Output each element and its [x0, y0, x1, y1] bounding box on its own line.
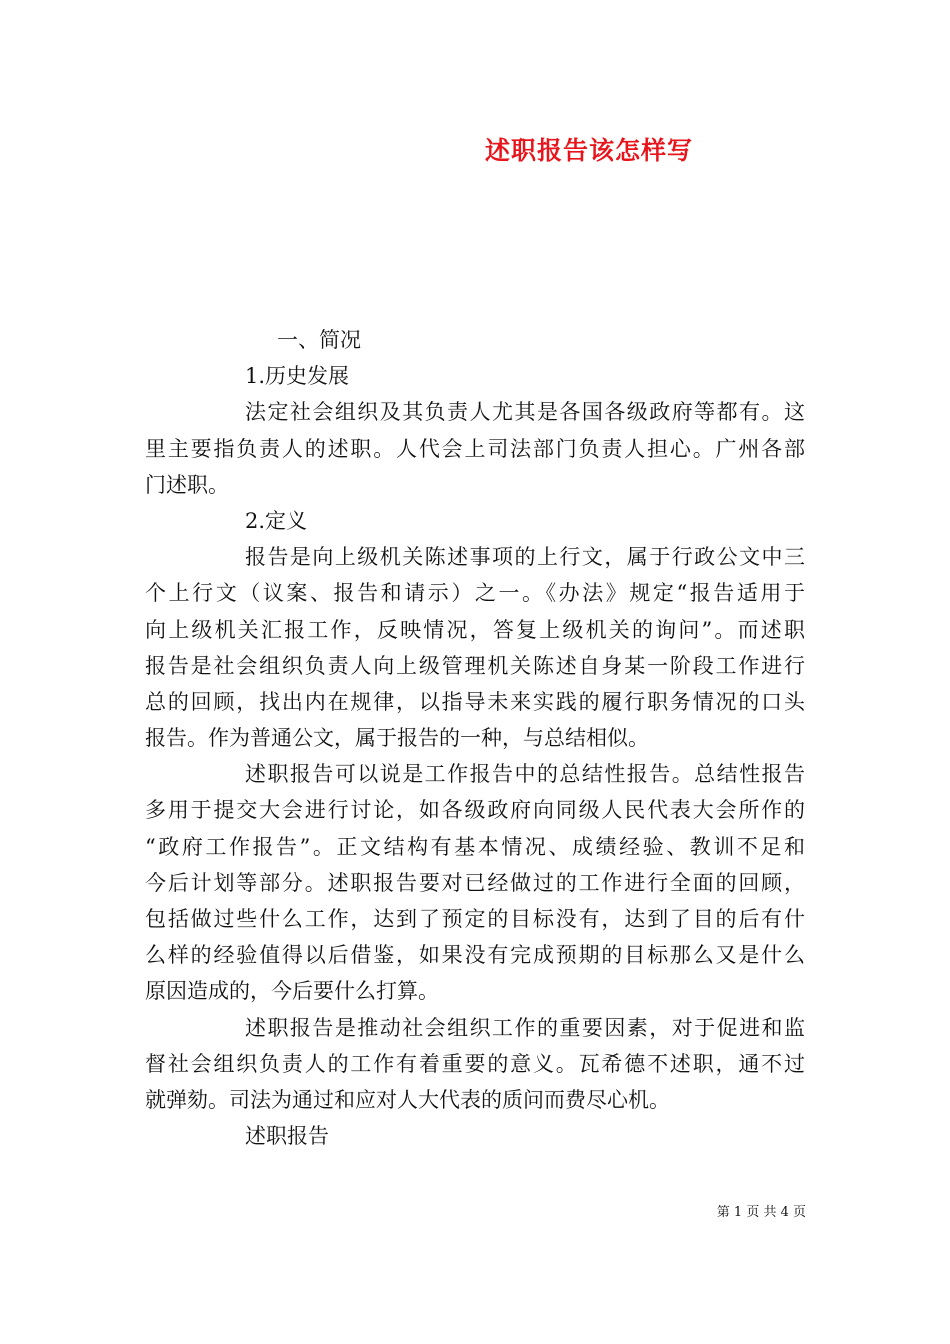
paragraph-line: 多用于提交大会进行讨论，如各级政府向同级人民代表大会所作的: [145, 798, 805, 823]
paragraph-line: 门述职。: [145, 472, 229, 497]
section-heading: 一、简况: [277, 328, 361, 352]
paragraph-line: 述职报告: [245, 1124, 329, 1149]
subsection-heading: 1.历史发展: [245, 364, 350, 389]
paragraph-line: 报告是社会组织负责人向上级管理机关陈述自身某一阶段工作进行: [145, 653, 805, 678]
subsection-heading: 2.定义: [245, 508, 308, 533]
paragraph-line: 原因造成的，今后要什么打算。: [145, 979, 439, 1004]
paragraph-line: “政府工作报告”。正文结构有基本情况、成绩经验、教训不足和: [145, 834, 805, 859]
paragraph-line: 法定社会组织及其负责人尤其是各国各级政府等都有。这: [245, 400, 805, 425]
paragraph-line: 个上行文（议案、报告和请示）之一。《办法》规定“报告适用于: [145, 581, 805, 606]
paragraph-line: 包括做过些什么工作，达到了预定的目标没有，达到了目的后有什: [145, 907, 805, 931]
paragraph-line: 里主要指负责人的述职。人代会上司法部门负责人担心。广州各部: [145, 436, 805, 461]
paragraph-line: 述职报告是推动社会组织工作的重要因素，对于促进和监: [245, 1015, 805, 1040]
paragraph-line: 报告。作为普通公文，属于报告的一种，与总结相似。: [145, 726, 649, 751]
paragraph-line: 就弹劾。司法为通过和应对人大代表的质问而费尽心机。: [145, 1087, 670, 1112]
paragraph-line: 么样的经验值得以后借鉴，如果没有完成预期的目标那么又是什么: [145, 943, 805, 968]
document-body: [145, 322, 805, 1154]
page-number-footer: 第 1 页 共 4 页: [716, 1205, 806, 1220]
paragraph-line: 今后计划等部分。述职报告要对已经做过的工作进行全面的回顾，: [145, 870, 805, 895]
paragraph-line: 报告是向上级机关陈述事项的上行文，属于行政公文中三: [245, 545, 805, 570]
document-title: 述职报告该怎样写: [484, 136, 693, 165]
paragraph-line: 向上级机关汇报工作，反映情况，答复上级机关的询问”。而述职: [145, 617, 805, 642]
paragraph-line: 督社会组织负责人的工作有着重要的意义。瓦希德不述职，通不过: [145, 1051, 805, 1076]
paragraph-line: 述职报告可以说是工作报告中的总结性报告。总结性报告: [245, 762, 805, 787]
paragraph-line: 总的回顾，找出内在规律，以指导未来实践的履行职务情况的口头: [145, 689, 805, 714]
